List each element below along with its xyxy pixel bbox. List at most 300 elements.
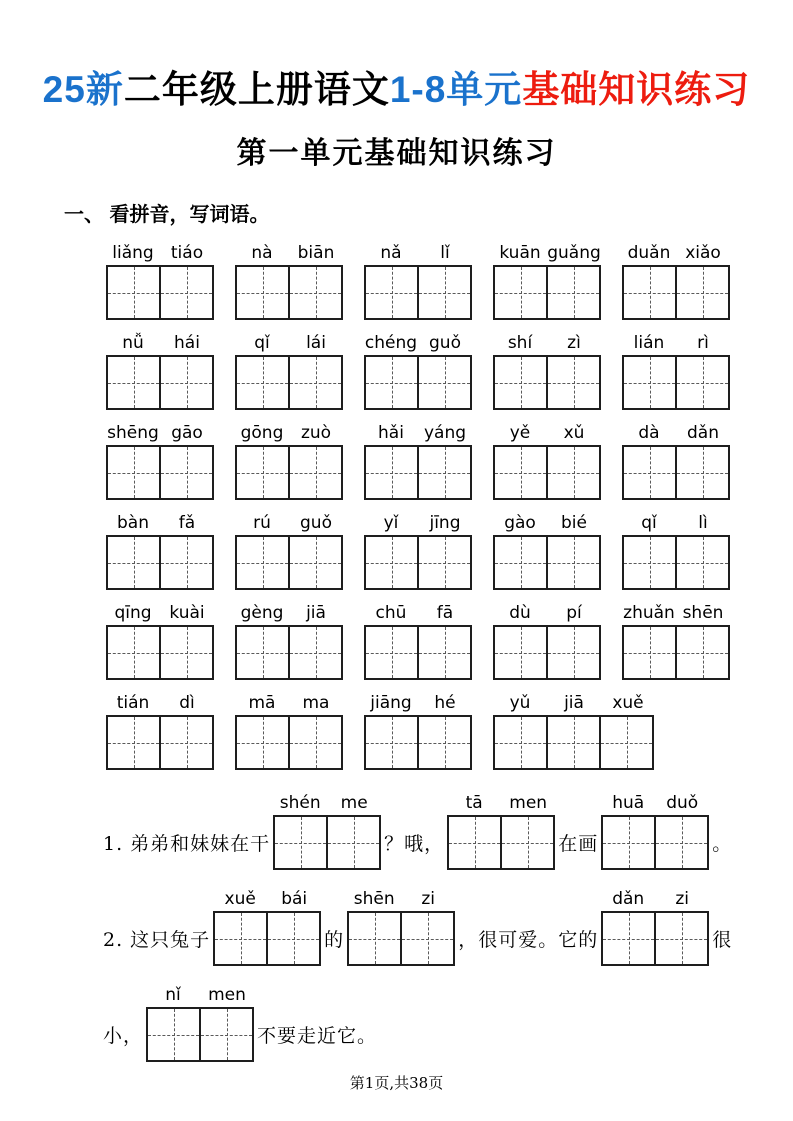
- word-row: [106, 599, 793, 680]
- pinyin-syllable: hái: [174, 333, 200, 354]
- writing-box: [493, 445, 601, 500]
- pinyin-word-group: [364, 239, 472, 320]
- answer-cell: [288, 357, 341, 408]
- pinyin-syllable: xuě: [612, 693, 644, 714]
- sentence-text: [254, 981, 380, 1062]
- pinyin-word-group: [235, 329, 343, 410]
- pinyin-word-group: [364, 329, 472, 410]
- pinyin-row: [106, 689, 214, 715]
- writing-box: [364, 625, 472, 680]
- pinyin-syllable: ma: [302, 693, 330, 714]
- pinyin-row: [146, 981, 254, 1007]
- pinyin-syllable: duǎn: [627, 243, 671, 264]
- pinyin-word-group: [601, 885, 709, 966]
- pinyin-syllable: tián: [116, 693, 150, 714]
- pinyin-row: [235, 239, 343, 265]
- pinyin-row: [364, 599, 472, 625]
- pinyin-syllable: lǐ: [440, 243, 450, 264]
- writing-box: [106, 445, 214, 500]
- sentence-text-content: ，很可爱。它的: [458, 929, 599, 952]
- pinyin-syllable: bàn: [117, 513, 149, 534]
- pinyin-word-group: [622, 599, 730, 680]
- pinyin-syllable: xuě: [224, 889, 256, 910]
- sentence-text: [555, 789, 601, 870]
- answer-cell: [366, 447, 417, 498]
- pinyin-syllable: zì: [567, 333, 581, 354]
- pinyin-row: [235, 419, 343, 445]
- pinyin-word-group: [493, 329, 601, 410]
- answer-cell: [624, 627, 675, 678]
- pinyin-word-group: [106, 239, 214, 320]
- answer-cell: [500, 817, 553, 868]
- pinyin-word-group: [146, 981, 254, 1062]
- writing-box: [493, 355, 601, 410]
- pinyin-word-group: [235, 599, 343, 680]
- pinyin-syllable: jiā: [306, 603, 326, 624]
- pinyin-syllable: yǐ: [383, 513, 399, 534]
- answer-cell: [654, 817, 707, 868]
- answer-cell: [417, 537, 470, 588]
- writing-box: [106, 715, 214, 770]
- pinyin-word-grid: [106, 239, 793, 770]
- unit-subtitle: 第一单元基础知识练习: [236, 137, 557, 171]
- pinyin-syllable: dì: [179, 693, 195, 714]
- answer-cell: [546, 267, 599, 318]
- pinyin-syllable: rì: [697, 333, 709, 354]
- section-heading: 一、 看拼音，写词语。: [64, 204, 270, 227]
- pinyin-syllable: jīng: [429, 513, 461, 534]
- answer-cell: [495, 357, 546, 408]
- pinyin-syllable: nǎ: [380, 243, 402, 264]
- pinyin-syllable: nǐ: [165, 985, 181, 1006]
- pinyin-row: [347, 885, 455, 911]
- word-row: [106, 329, 793, 410]
- answer-cell: [624, 447, 675, 498]
- pinyin-syllable: jiāng: [370, 693, 412, 714]
- pinyin-word-group: [447, 789, 555, 870]
- page-title: [0, 68, 793, 112]
- pinyin-syllable: yǔ: [509, 693, 531, 714]
- writing-box: [364, 265, 472, 320]
- pinyin-word-group: [213, 885, 321, 966]
- writing-box: [622, 445, 730, 500]
- sentence-row: [100, 885, 793, 966]
- pinyin-syllable: huā: [612, 793, 645, 814]
- answer-cell: [546, 447, 599, 498]
- answer-cell: [603, 913, 654, 964]
- answer-cell: [237, 447, 288, 498]
- pinyin-syllable: gōng: [240, 423, 284, 444]
- pinyin-row: [106, 239, 214, 265]
- pinyin-row: [235, 599, 343, 625]
- pinyin-row: [235, 689, 343, 715]
- pinyin-syllable: men: [509, 793, 548, 814]
- pinyin-syllable: kuān: [499, 243, 541, 264]
- pinyin-syllable: gāo: [171, 423, 203, 444]
- writing-box: [601, 815, 709, 870]
- pinyin-spacer: [384, 789, 444, 815]
- sentence-text: [321, 885, 347, 966]
- pinyin-row: [601, 885, 709, 911]
- sentence-text: [100, 981, 146, 1062]
- pinyin-row: [364, 329, 472, 355]
- answer-cell: [159, 447, 212, 498]
- answer-cell: [495, 267, 546, 318]
- pinyin-word-group: [235, 689, 343, 770]
- answer-cell: [108, 447, 159, 498]
- pinyin-row: [622, 419, 730, 445]
- pinyin-row: [273, 789, 381, 815]
- pinyin-syllable: bié: [561, 513, 587, 534]
- answer-cell: [159, 627, 212, 678]
- sentence-text: [381, 789, 447, 870]
- pinyin-syllable: hé: [434, 693, 456, 714]
- pinyin-spacer: [103, 789, 270, 815]
- answer-cell: [288, 267, 341, 318]
- answer-cell: [215, 913, 266, 964]
- answer-cell: [237, 717, 288, 768]
- word-row: [106, 689, 793, 770]
- sentence-text: [709, 885, 735, 966]
- writing-box: [347, 911, 455, 966]
- pinyin-syllable: gèng: [240, 603, 284, 624]
- answer-cell: [108, 717, 159, 768]
- answer-cell: [495, 537, 546, 588]
- answer-cell: [546, 717, 599, 768]
- sentence-text-content: 小，: [103, 1025, 144, 1048]
- pinyin-word-group: [347, 885, 455, 966]
- pinyin-spacer: [458, 885, 598, 911]
- pinyin-word-group: [364, 509, 472, 590]
- pinyin-row: [493, 689, 655, 715]
- pinyin-row: [493, 599, 601, 625]
- answer-cell: [366, 267, 417, 318]
- pinyin-row: [447, 789, 555, 815]
- answer-cell: [495, 627, 546, 678]
- pinyin-word-group: [622, 509, 730, 590]
- writing-box: [493, 265, 601, 320]
- answer-cell: [675, 267, 728, 318]
- sentence-text-content: ？哦，: [384, 833, 445, 856]
- sentence-text: [709, 789, 735, 870]
- writing-box: [622, 535, 730, 590]
- sentence-text: [455, 885, 601, 966]
- pinyin-spacer: [324, 885, 344, 911]
- sentence-text-content: 不要走近它。: [257, 1025, 378, 1048]
- answer-cell: [288, 537, 341, 588]
- writing-box: [106, 535, 214, 590]
- pinyin-word-group: [364, 689, 472, 770]
- answer-cell: [624, 537, 675, 588]
- pinyin-syllable: shēn: [682, 603, 724, 624]
- sentence-text-content: 。: [712, 833, 733, 856]
- answer-cell: [417, 357, 470, 408]
- answer-cell: [546, 537, 599, 588]
- writing-box: [493, 715, 654, 770]
- answer-cell: [148, 1009, 199, 1060]
- sentence-text-content: 在画: [558, 833, 599, 856]
- pinyin-word-group: [106, 599, 214, 680]
- pinyin-syllable: xiǎo: [685, 243, 721, 264]
- pinyin-syllable: lái: [306, 333, 326, 354]
- pinyin-word-group: [601, 789, 709, 870]
- pinyin-syllable: guǎng: [547, 243, 601, 264]
- pinyin-row: [364, 419, 472, 445]
- pinyin-syllable: guǒ: [300, 513, 332, 534]
- answer-cell: [495, 447, 546, 498]
- sentence-text-content: 1. 弟弟和妹妹在干: [103, 833, 271, 856]
- pinyin-syllable: tiáo: [170, 243, 204, 264]
- pinyin-row: [106, 509, 214, 535]
- answer-cell: [417, 447, 470, 498]
- answer-cell: [495, 717, 546, 768]
- writing-box: [213, 911, 321, 966]
- answer-cell: [349, 913, 400, 964]
- answer-cell: [288, 627, 341, 678]
- writing-box: [273, 815, 381, 870]
- pinyin-row: [493, 329, 601, 355]
- pinyin-syllable: guǒ: [429, 333, 461, 354]
- pinyin-syllable: fǎ: [178, 513, 196, 534]
- answer-cell: [599, 717, 652, 768]
- answer-cell: [326, 817, 379, 868]
- pinyin-syllable: hǎi: [378, 423, 404, 444]
- pinyin-syllable: xǔ: [563, 423, 585, 444]
- pinyin-spacer: [103, 885, 210, 911]
- answer-cell: [417, 717, 470, 768]
- answer-cell: [366, 357, 417, 408]
- pinyin-syllable: qǐ: [254, 333, 270, 354]
- pinyin-syllable: gào: [504, 513, 536, 534]
- pinyin-row: [622, 329, 730, 355]
- writing-box: [622, 625, 730, 680]
- pinyin-syllable: lián: [633, 333, 665, 354]
- word-row: [106, 239, 793, 320]
- writing-box: [106, 355, 214, 410]
- answer-cell: [400, 913, 453, 964]
- answer-cell: [675, 627, 728, 678]
- writing-box: [364, 535, 472, 590]
- pinyin-word-group: [622, 239, 730, 320]
- pinyin-row: [493, 509, 601, 535]
- answer-cell: [417, 627, 470, 678]
- answer-cell: [237, 537, 288, 588]
- pinyin-row: [622, 599, 730, 625]
- pinyin-word-group: [493, 419, 601, 500]
- answer-cell: [675, 357, 728, 408]
- pinyin-word-group: [235, 419, 343, 500]
- writing-box: [601, 911, 709, 966]
- pinyin-syllable: dà: [638, 423, 660, 444]
- writing-box: [622, 265, 730, 320]
- pinyin-row: [364, 239, 472, 265]
- title-part: 25新: [42, 69, 124, 110]
- pinyin-syllable: dǎn: [612, 889, 645, 910]
- pinyin-word-group: [106, 509, 214, 590]
- pinyin-syllable: shí: [507, 333, 533, 354]
- sentence-text: [100, 789, 273, 870]
- pinyin-syllable: men: [208, 985, 246, 1006]
- pinyin-word-group: [493, 689, 655, 770]
- answer-cell: [108, 537, 159, 588]
- pinyin-syllable: rú: [253, 513, 271, 534]
- writing-box: [364, 715, 472, 770]
- pinyin-syllable: duǒ: [666, 793, 699, 814]
- pinyin-syllable: shēn: [353, 889, 395, 910]
- pinyin-word-group: [364, 599, 472, 680]
- pinyin-row: [364, 689, 472, 715]
- writing-box: [235, 535, 343, 590]
- page-number: 第1页,共38页: [349, 1074, 444, 1092]
- pinyin-word-group: [622, 419, 730, 500]
- writing-box: [447, 815, 555, 870]
- pinyin-syllable: biān: [297, 243, 335, 264]
- pinyin-syllable: qǐ: [641, 513, 657, 534]
- writing-box: [235, 355, 343, 410]
- pinyin-syllable: fā: [436, 603, 454, 624]
- answer-cell: [449, 817, 500, 868]
- pinyin-syllable: kuài: [169, 603, 205, 624]
- word-row: [106, 419, 793, 500]
- pinyin-row: [622, 239, 730, 265]
- writing-box: [364, 355, 472, 410]
- answer-cell: [366, 627, 417, 678]
- title-part: 二年级上册语文: [123, 69, 390, 110]
- pinyin-word-group: [235, 239, 343, 320]
- pinyin-syllable: jiā: [564, 693, 584, 714]
- pinyin-row: [213, 885, 321, 911]
- pinyin-syllable: tā: [465, 793, 483, 814]
- answer-cell: [675, 537, 728, 588]
- pinyin-syllable: yě: [509, 423, 531, 444]
- answer-cell: [159, 537, 212, 588]
- answer-cell: [108, 267, 159, 318]
- answer-cell: [624, 357, 675, 408]
- answer-cell: [675, 447, 728, 498]
- pinyin-word-group: [273, 789, 381, 870]
- answer-cell: [366, 717, 417, 768]
- pinyin-spacer: [558, 789, 598, 815]
- pinyin-row: [601, 789, 709, 815]
- answer-cell: [237, 357, 288, 408]
- pinyin-word-group: [235, 509, 343, 590]
- writing-box: [493, 535, 601, 590]
- writing-box: [106, 625, 214, 680]
- pinyin-syllable: mā: [248, 693, 276, 714]
- answer-cell: [654, 913, 707, 964]
- answer-cell: [108, 357, 159, 408]
- sentence-text: [100, 885, 213, 966]
- pinyin-spacer: [712, 885, 732, 911]
- sentence-row: [100, 789, 793, 870]
- pinyin-row: [493, 239, 601, 265]
- writing-box: [106, 265, 214, 320]
- pinyin-row: [364, 509, 472, 535]
- writing-box: [235, 445, 343, 500]
- sentence-text-content: 很: [712, 929, 733, 952]
- pinyin-row: [106, 419, 214, 445]
- answer-cell: [288, 717, 341, 768]
- pinyin-row: [493, 419, 601, 445]
- pinyin-syllable: pí: [566, 603, 582, 624]
- pinyin-syllable: zi: [675, 889, 690, 910]
- answer-cell: [546, 357, 599, 408]
- answer-cell: [275, 817, 326, 868]
- answer-cell: [237, 267, 288, 318]
- writing-box: [146, 1007, 254, 1062]
- fill-in-sentences: [100, 789, 793, 1062]
- answer-cell: [237, 627, 288, 678]
- pinyin-word-group: [106, 329, 214, 410]
- pinyin-row: [106, 329, 214, 355]
- pinyin-syllable: liǎng: [112, 243, 154, 264]
- writing-box: [235, 715, 343, 770]
- pinyin-syllable: bái: [281, 889, 308, 910]
- sentence-text-content: 2. 这只兔子: [103, 929, 211, 952]
- answer-cell: [108, 627, 159, 678]
- pinyin-row: [235, 509, 343, 535]
- answer-cell: [603, 817, 654, 868]
- answer-cell: [199, 1009, 252, 1060]
- pinyin-syllable: dù: [509, 603, 531, 624]
- answer-cell: [266, 913, 319, 964]
- word-row: [106, 509, 793, 590]
- pinyin-syllable: nà: [251, 243, 273, 264]
- writing-box: [235, 265, 343, 320]
- pinyin-row: [235, 329, 343, 355]
- pinyin-spacer: [103, 981, 143, 1007]
- pinyin-word-group: [106, 419, 214, 500]
- pinyin-word-group: [106, 689, 214, 770]
- pinyin-syllable: me: [340, 793, 368, 814]
- pinyin-row: [622, 509, 730, 535]
- answer-cell: [417, 267, 470, 318]
- writing-box: [622, 355, 730, 410]
- pinyin-word-group: [493, 239, 601, 320]
- title-part: 基础知识练习: [522, 69, 751, 110]
- pinyin-syllable: lì: [698, 513, 708, 534]
- pinyin-word-group: [364, 419, 472, 500]
- pinyin-syllable: shēng: [107, 423, 159, 444]
- pinyin-syllable: zhuǎn: [623, 603, 675, 624]
- pinyin-spacer: [712, 789, 732, 815]
- pinyin-row: [106, 599, 214, 625]
- pinyin-word-group: [493, 509, 601, 590]
- answer-cell: [159, 267, 212, 318]
- sentence-row: [100, 981, 793, 1062]
- pinyin-syllable: qīng: [114, 603, 152, 624]
- writing-box: [364, 445, 472, 500]
- pinyin-syllable: yáng: [423, 423, 467, 444]
- sentence-text-content: 的: [324, 929, 345, 952]
- answer-cell: [159, 717, 212, 768]
- writing-box: [493, 625, 601, 680]
- pinyin-syllable: chū: [375, 603, 407, 624]
- pinyin-syllable: chéng: [364, 333, 418, 354]
- pinyin-word-group: [622, 329, 730, 410]
- writing-box: [235, 625, 343, 680]
- pinyin-syllable: zi: [421, 889, 436, 910]
- answer-cell: [159, 357, 212, 408]
- pinyin-syllable: shén: [279, 793, 321, 814]
- pinyin-syllable: dǎn: [687, 423, 719, 444]
- answer-cell: [288, 447, 341, 498]
- title-part: 1-8单元: [389, 69, 523, 110]
- pinyin-syllable: nǚ: [122, 333, 144, 354]
- pinyin-spacer: [257, 981, 377, 1007]
- answer-cell: [624, 267, 675, 318]
- answer-cell: [366, 537, 417, 588]
